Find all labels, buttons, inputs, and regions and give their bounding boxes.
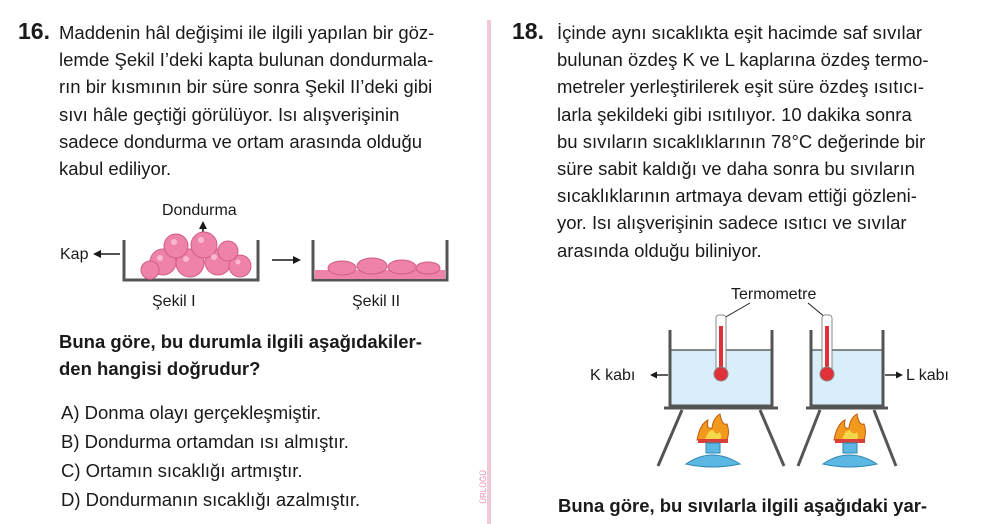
sekil-1-label: Şekil I xyxy=(152,293,196,310)
heating-figure xyxy=(585,280,975,475)
question-18-line: bu sıvıların sıcaklıklarının 78°C değerinde bir xyxy=(557,130,926,152)
question-16-line: sadece dondurma ve ortam arasında olduğu xyxy=(59,130,423,152)
question-16-number: 16. xyxy=(18,18,50,44)
question-18-line: metreler yerleştirilerek eşit süre özdeş ısıtıcı- xyxy=(557,76,925,98)
l-label: L kabı xyxy=(906,367,949,384)
termometre-pointer xyxy=(724,303,750,318)
question-16-line: rın bir kısmının bir süre sonra Şekil II’deki gibi xyxy=(59,76,433,98)
question-16-line: Maddenin hâl değişimi ile ilgili yapılan bir göz- xyxy=(59,22,435,43)
question-16-prompt xyxy=(59,328,422,382)
question-18-line: sıcaklıklarının artmaya devam ettiği gözleni- xyxy=(557,185,917,207)
question-18-prompt-line: Buna göre, bu sıvılarla ilgili aşağıdaki yar- xyxy=(558,495,928,516)
ice-cream-figure xyxy=(50,195,470,315)
column-divider xyxy=(487,20,491,524)
burner-k xyxy=(686,414,740,467)
option-c[interactable]: C) Ortamın sıcaklığı artmıştır. xyxy=(61,460,303,481)
question-18-number: 18. xyxy=(512,18,544,44)
question-16-text xyxy=(59,19,434,182)
termometre-label: Termometre xyxy=(731,286,817,303)
question-18-text xyxy=(557,19,929,264)
question-18-line: larla şekildeki gibi ısıtılıyor. 10 dakika sonra xyxy=(557,103,912,125)
margin-text: ÜRLÜĞÜ xyxy=(479,470,488,504)
question-16-line: sıvı hâle geçtiği görülüyor. Isı alışverişinin xyxy=(59,103,400,125)
question-16-prompt-line: Buna göre, bu durumla ilgili aşağıdakiler- xyxy=(59,331,422,352)
question-18-prompt xyxy=(558,492,927,519)
kap-label: Kap xyxy=(60,246,89,263)
thermometer-l xyxy=(820,315,834,381)
option-b[interactable]: B) Dondurma ortamdan ısı almıştır. xyxy=(61,431,349,452)
question-18-line: bulunan özdeş K ve L kaplarına özdeş termo- xyxy=(557,49,929,71)
question-16-line: kabul ediliyor. xyxy=(59,158,172,180)
question-16-line: lemde Şekil I’deki kapta bulunan dondurmala- xyxy=(59,49,434,71)
sekil-2-label: Şekil II xyxy=(352,293,401,310)
option-a[interactable]: A) Donma olayı gerçekleşmiştir. xyxy=(61,402,322,423)
dondurma-label: Dondurma xyxy=(162,202,237,219)
question-18-line: arasında olduğu biliniyor. xyxy=(557,239,762,261)
burner-l xyxy=(823,414,877,467)
option-d[interactable]: D) Dondurmanın sıcaklığı azalmıştır. xyxy=(61,489,361,510)
k-label: K kabı xyxy=(590,367,636,384)
thermometer-k xyxy=(714,315,728,381)
ice-cream-scoops xyxy=(141,232,251,279)
question-18-line: süre sabit kaldığı ve daha sonra bu sıvıların xyxy=(557,158,915,180)
question-18-line: İçinde aynı sıcaklıkta eşit hacimde saf sıvılar xyxy=(557,22,923,43)
question-18-line: yor. Isı alışverişinin sadece ısıtıcı ve sıvılar xyxy=(557,212,907,234)
question-16-prompt-line: den hangisi doğrudur? xyxy=(59,358,261,380)
